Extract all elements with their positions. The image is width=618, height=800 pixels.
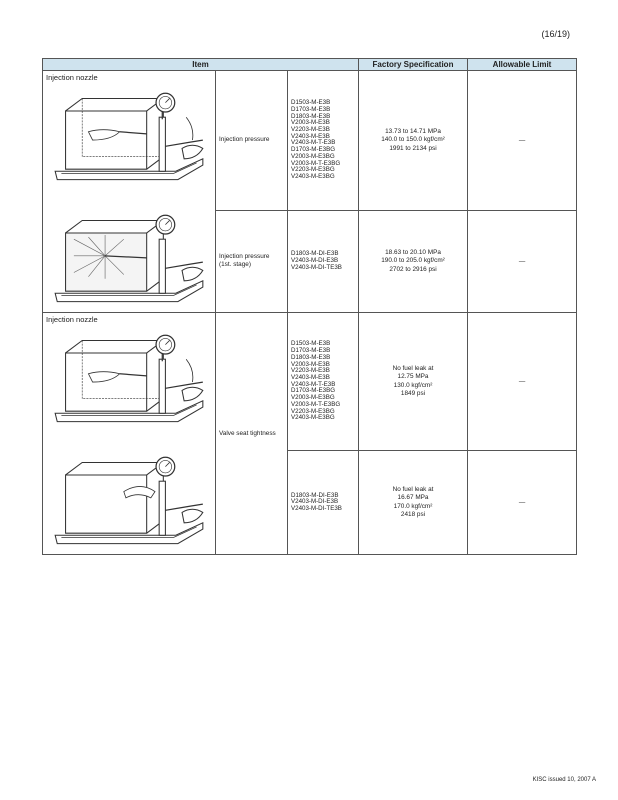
model-item: V2203-M-E3B [291, 126, 330, 134]
model-item: V2403-M-DI-E3B [291, 257, 339, 265]
spec-value: 130.0 kgf/cm² [393, 381, 433, 389]
parameter-cell [216, 71, 288, 211]
spec-value: 140.0 to 150.0 kgf/cm² [381, 136, 445, 144]
model-list [288, 210, 359, 312]
spec-value: No fuel leak at [392, 485, 434, 493]
model-item: V2203-M-E3BG [291, 166, 335, 174]
model-item: D1703-M-E3B [291, 105, 331, 113]
model-item: V2403-M-DI-TE3B [291, 505, 342, 513]
specification-table [42, 58, 577, 555]
spec-value: 2418 psi [400, 511, 426, 519]
allowable-limit-cell: — [468, 313, 577, 451]
allowable-limit-cell: — [468, 451, 577, 555]
model-item: D1803-M-DI-E3B [291, 250, 339, 258]
nozzle-tester-illustration [51, 86, 207, 190]
model-item: V2003-M-T-E3BG [291, 159, 341, 167]
spec-value: 1991 to 2134 psi [389, 144, 437, 152]
nozzle-tester-illustration [51, 328, 207, 432]
spec-value: 16.67 MPa [397, 494, 429, 502]
nozzle-spray-test-illustration [51, 208, 207, 312]
allowable-limit-cell: — [468, 71, 577, 211]
parameter-label: Valve seat tightness [219, 429, 276, 437]
parameter-cell [216, 313, 288, 555]
header-allowable-limit: Allowable Limit [468, 59, 577, 71]
group-cell-injection-pressure [43, 71, 216, 313]
model-list [288, 451, 359, 555]
parameter-label: Injection pressure [219, 253, 270, 261]
page-number: (16/19) [541, 29, 570, 39]
model-item: V2403-M-T-E3B [291, 139, 336, 147]
group-title: Injection nozzle [46, 73, 98, 82]
header-item: Item [43, 59, 359, 71]
model-item: V2003-M-E3BG [291, 394, 335, 402]
parameter-label: Injection pressure [219, 136, 270, 144]
spec-value: No fuel leak at [392, 364, 434, 372]
model-item: D1803-M-E3B [291, 112, 331, 120]
group-cell-valve-seat [43, 313, 216, 555]
model-item: D1803-M-E3B [291, 353, 331, 361]
model-item: V2003-M-E3B [291, 119, 330, 127]
model-list [288, 313, 359, 451]
spec-value: 13.73 to 14.71 MPa [385, 127, 441, 135]
spec-value: 18.63 to 20.10 MPa [385, 248, 441, 256]
table-row [43, 71, 577, 211]
model-item: D1803-M-DI-E3B [291, 491, 339, 499]
factory-spec-cell [359, 313, 468, 451]
model-item: V2403-M-T-E3B [291, 380, 336, 388]
parameter-cell [216, 210, 288, 312]
model-item: V2403-M-E3B [291, 374, 330, 381]
model-item: D1703-M-E3BG [291, 387, 336, 395]
group-title: Injection nozzle [46, 315, 98, 324]
parameter-label: (1st. stage) [219, 261, 251, 269]
model-item: V2203-M-E3B [291, 367, 330, 375]
model-list [288, 71, 359, 211]
table-row [43, 313, 577, 451]
spec-value: 2702 to 2916 psi [389, 265, 437, 273]
model-item: V2003-M-T-E3BG [291, 400, 341, 408]
table-header-row [43, 59, 577, 71]
factory-spec-cell [359, 210, 468, 312]
model-item: V2203-M-E3BG [291, 407, 335, 415]
factory-spec-cell [359, 451, 468, 555]
spec-value: 190.0 to 205.0 kgf/cm² [381, 257, 445, 265]
model-item: V2403-M-DI-TE3B [291, 263, 342, 271]
footer-issue-note: KISC issued 10, 2007 A [532, 777, 596, 783]
allowable-limit-cell: — [468, 210, 577, 312]
header-factory-spec: Factory Specification [359, 59, 468, 71]
model-item: V2403-M-DI-E3B [291, 498, 339, 506]
spec-value: 1849 psi [400, 390, 426, 398]
spec-value: 170.0 kgf/cm² [393, 502, 433, 510]
model-item: V2403-M-E3BG [291, 172, 335, 180]
model-item: V2403-M-E3BG [291, 414, 335, 422]
nozzle-leak-test-illustration [51, 450, 207, 554]
model-item: D1503-M-E3B [291, 99, 331, 107]
model-item: D1703-M-E3BG [291, 146, 336, 154]
model-item: D1503-M-E3B [291, 340, 331, 348]
model-item: V2403-M-E3B [291, 132, 330, 140]
spec-value: 12.75 MPa [397, 373, 429, 381]
factory-spec-cell [359, 71, 468, 211]
model-item: V2003-M-E3B [291, 360, 330, 368]
model-item: V2003-M-E3BG [291, 152, 335, 160]
model-item: D1703-M-E3B [291, 347, 331, 355]
